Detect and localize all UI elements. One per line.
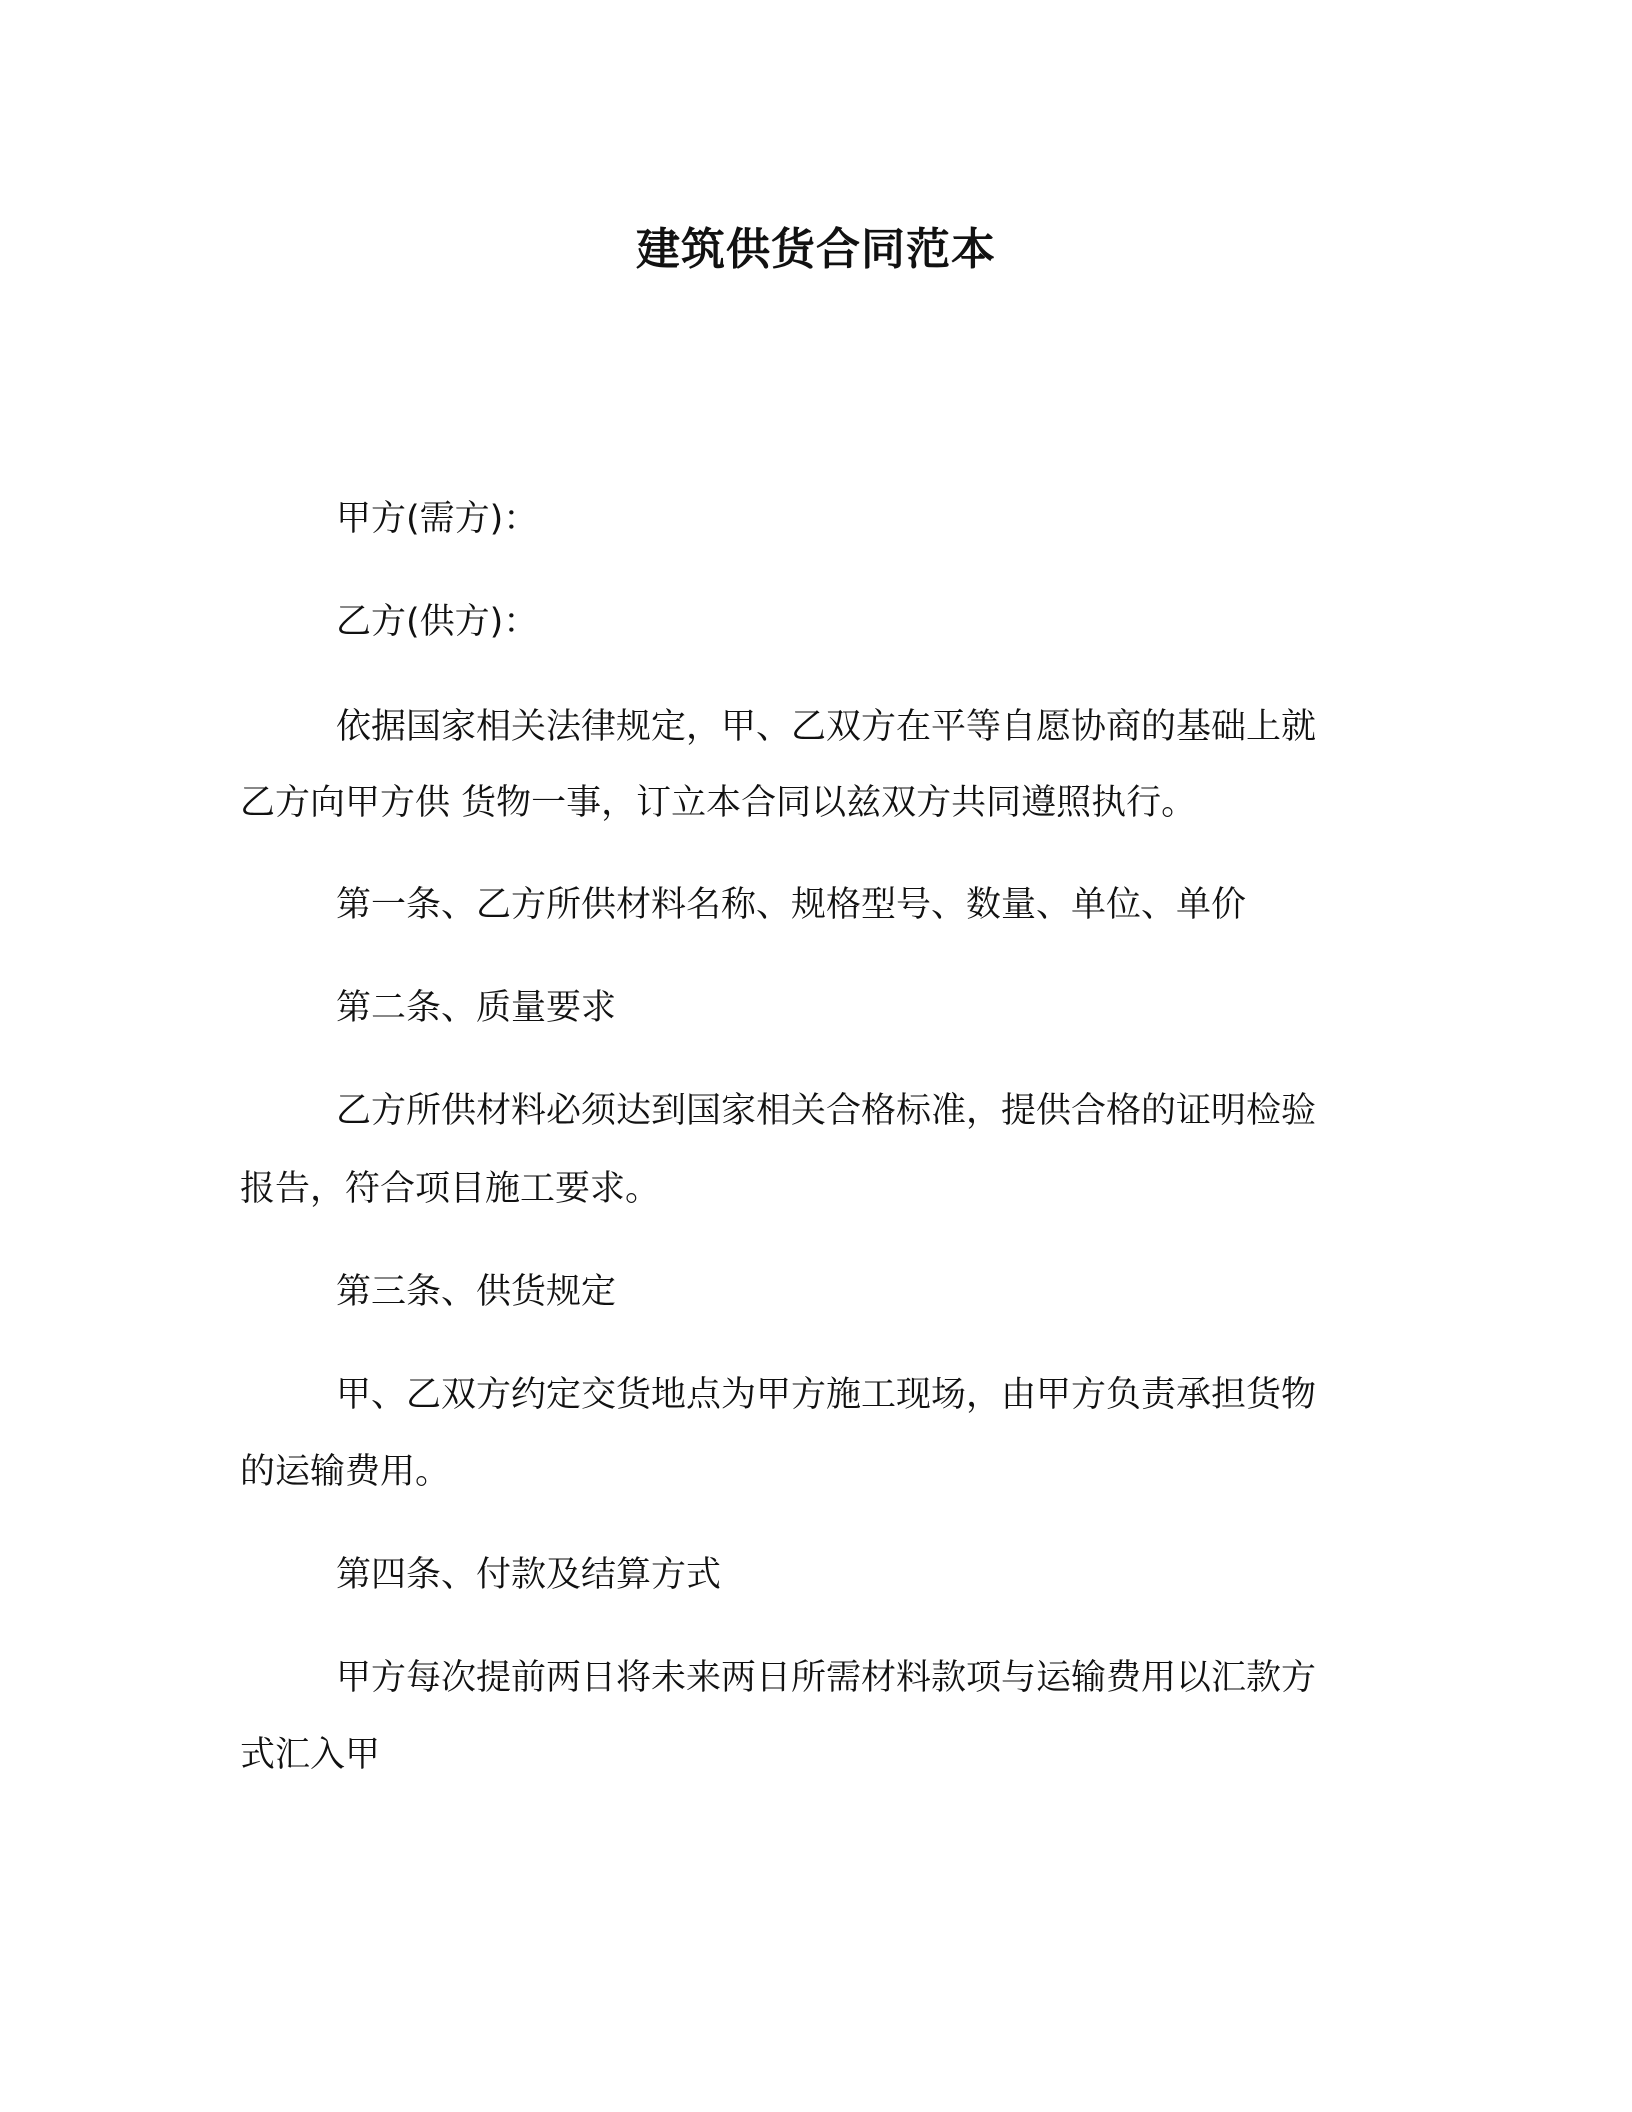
preamble-line-2: 乙方向甲方供 货物一事，订立本合同以兹双方共同遵照执行。: [240, 783, 1197, 823]
article-1-heading: 第一条、乙方所供材料名称、规格型号、数量、单位、单价: [336, 885, 1247, 925]
article-3-heading: 第三条、供货规定: [336, 1272, 617, 1312]
article-4-heading: 第四条、付款及结算方式: [336, 1555, 722, 1595]
article-2-line-2: 报告，符合项目施工要求。: [240, 1169, 661, 1209]
preamble-line-1: 依据国家相关法律规定，甲、乙双方在平等自愿协商的基础上就: [336, 707, 1317, 747]
article-2-line-1: 乙方所供材料必须达到国家相关合格标准，提供合格的证明检验: [336, 1091, 1317, 1131]
article-4-line-2: 式汇入甲: [240, 1735, 381, 1775]
article-3-line-2: 的运输费用。: [240, 1452, 451, 1492]
document-title: 建筑供货合同范本: [636, 224, 996, 275]
party-a-label: 甲方(需方)：: [336, 499, 539, 539]
article-3-line-1: 甲、乙双方约定交货地点为甲方施工现场，由甲方负责承担货物: [336, 1375, 1317, 1415]
party-b-label: 乙方(供方)：: [336, 602, 539, 642]
article-2-heading: 第二条、质量要求: [336, 988, 617, 1028]
article-4-line-1: 甲方每次提前两日将未来两日所需材料款项与运输费用以汇款方: [336, 1658, 1317, 1698]
